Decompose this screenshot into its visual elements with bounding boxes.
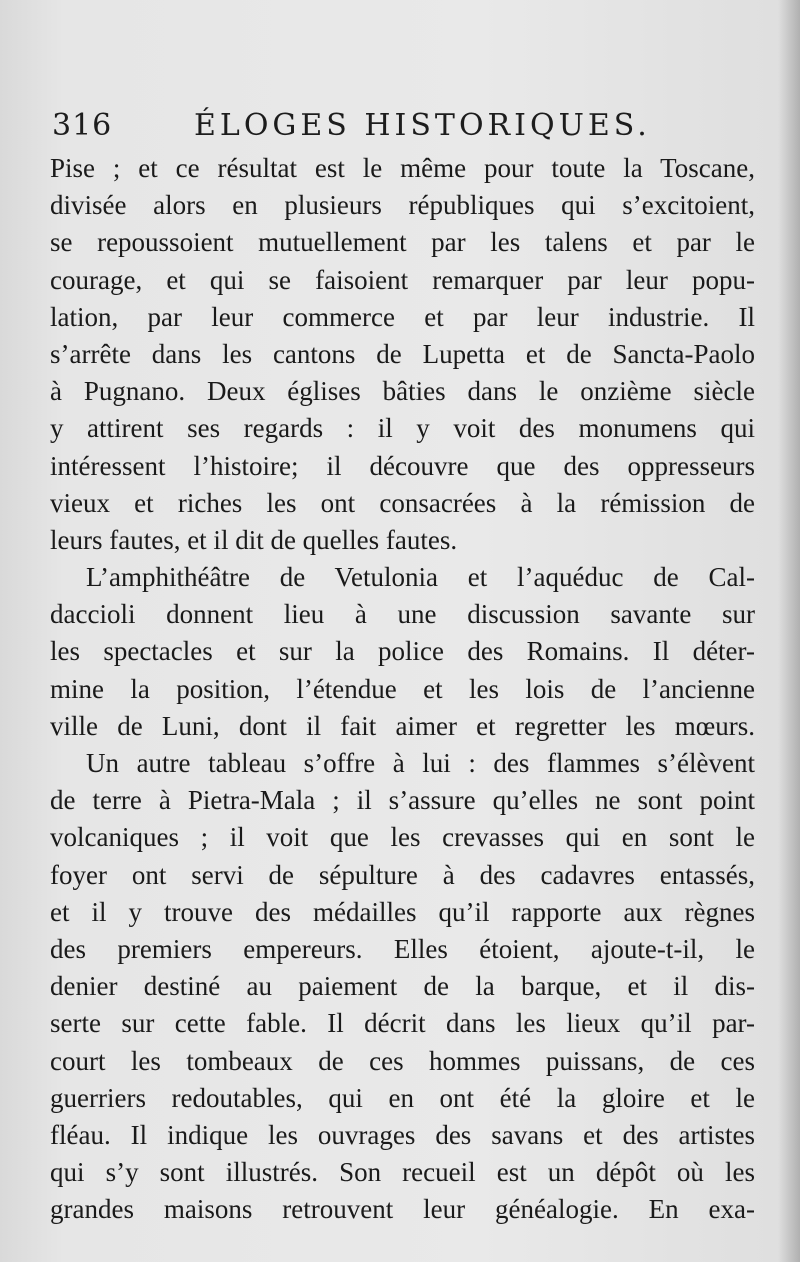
text-line: y attirent ses regards : il y voit des monumens qui — [50, 413, 755, 444]
page-number: 316 — [52, 108, 113, 143]
text-line: Un autre tableau s’offre à lui : des flammes s’élèvent — [86, 748, 755, 778]
text-line: foyer ont servi de sépulture à des cadavres entassés, — [50, 859, 755, 890]
text-line: grandes maisons retrouvent leur généalogie. En exa- — [50, 1194, 755, 1225]
text-line: les spectacles et sur la police des Romains. Il déter- — [50, 636, 755, 667]
page-header — [52, 108, 752, 152]
text-line: vieux et riches les ont consacrées à la rémission de — [50, 487, 755, 518]
text-line: intéressent l’histoire; il découvre que des oppresseurs — [50, 450, 755, 481]
text-line: et il y trouve des médailles qu’il rapporte aux règnes — [50, 896, 755, 927]
text-line: des premiers empereurs. Elles étoient, ajoute-t-il, le — [50, 933, 755, 964]
text-line: lation, par leur commerce et par leur industrie. Il — [50, 301, 755, 332]
text-line: ville de Luni, dont il fait aimer et regretter les mœurs. — [50, 710, 755, 741]
text-line: courage, et qui se faisoient remarquer par leur popu- — [50, 264, 755, 295]
text-line: de terre à Pietra-Mala ; il s’assure qu’elles ne sont point — [50, 785, 755, 816]
text-line: s’arrête dans les cantons de Lupetta et de Sancta-Paolo — [50, 338, 755, 369]
text-line: L’amphithéâtre de Vetulonia et l’aquéduc de Cal- — [86, 562, 755, 593]
body-text — [50, 150, 755, 1228]
text-line: volcaniques ; il voit que les crevasses qui en sont le — [50, 822, 755, 853]
text-line: Pise ; et ce résultat est le même pour toute la Toscane, — [50, 153, 755, 183]
text-line: guerriers redoutables, qui en ont été la gloire et le — [50, 1082, 755, 1113]
text-line: fléau. Il indique les ouvrages des savans et des artistes — [50, 1119, 755, 1150]
text-line: leurs fautes, et il dit de quelles fautes. — [50, 524, 458, 555]
text-line: divisée alors en plusieurs républiques qui s’excitoient, — [50, 190, 755, 221]
text-line: mine la position, l’étendue et les lois de l’ancienne — [50, 673, 755, 704]
text-line: denier destiné au paiement de la barque, et il dis- — [50, 971, 755, 1002]
text-line: daccioli donnent lieu à une discussion savante sur — [50, 599, 755, 630]
running-title: ÉLOGES HISTORIQUES. — [194, 108, 651, 143]
text-line: qui s’y sont illustrés. Son recueil est un dépôt où les — [50, 1157, 755, 1188]
text-line: court les tombeaux de ces hommes puissans, de ces — [50, 1045, 755, 1076]
text-line: à Pugnano. Deux églises bâties dans le onzième siècle — [50, 376, 755, 407]
text-line: se repoussoient mutuellement par les talens et par le — [50, 227, 755, 258]
text-line: serte sur cette fable. Il décrit dans les lieux qu’il par- — [50, 1008, 755, 1039]
